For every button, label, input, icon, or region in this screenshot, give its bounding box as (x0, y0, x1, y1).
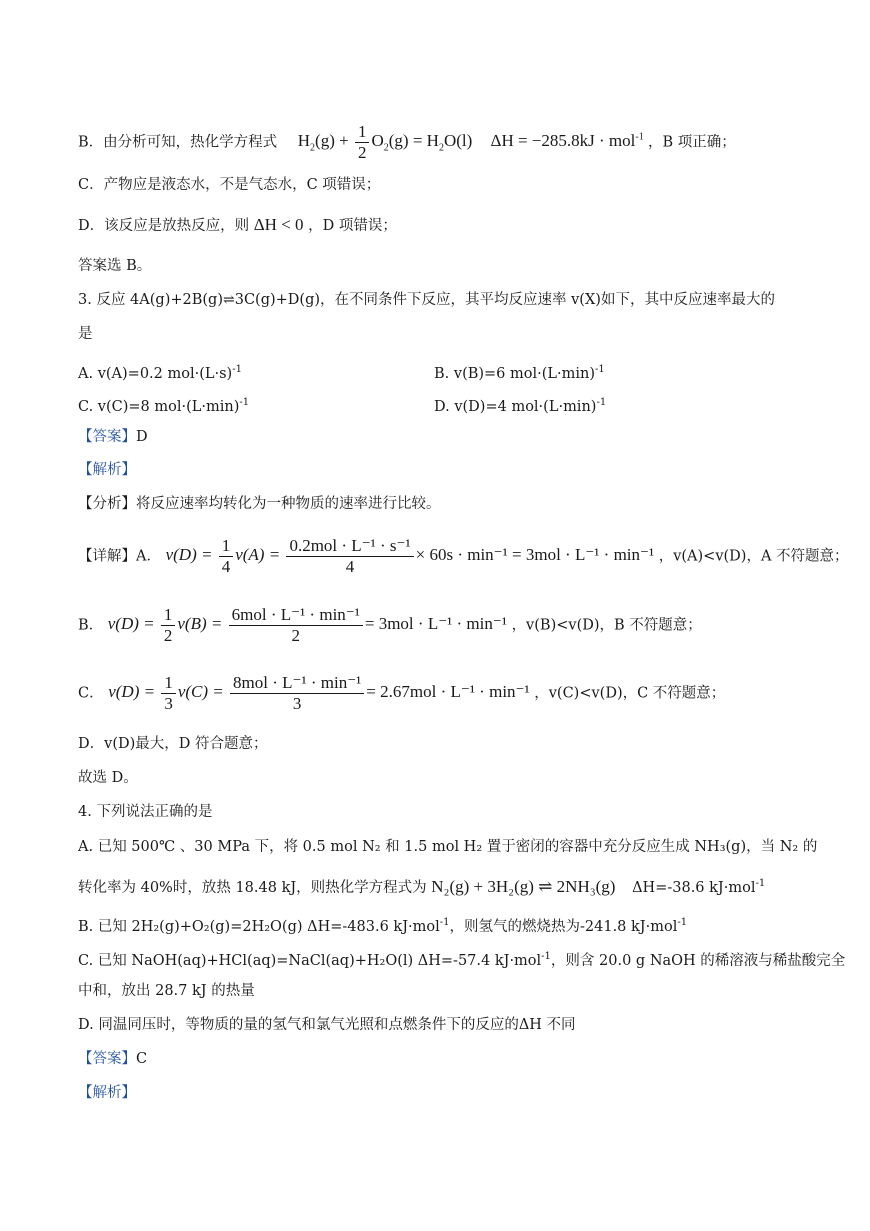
q2-option-b-prefix: B．由分析可知，热化学方程式 (78, 134, 278, 151)
q3-answer: 【答案】D (78, 429, 148, 445)
q2-option-d-line: D．该反应是放热反应，则 ΔH < 0 ，D 项错误； (78, 215, 397, 234)
q2-option-b-line (78, 122, 736, 163)
q4-option-a-line-2: 转化率为 40%时，放热 18.48 kJ，则热化学方程式为 N₂(g) + 3H₂(g) ⇌ 2NH₃(g) ΔH=-38.6 kJ·mol$^{-1}$ (78, 876, 766, 896)
q3-option-c: C. v(C)=8 $mol\cdot(L\cdot\min)^{-1}$ (78, 397, 250, 415)
q2-answer: 答案选 B。 (78, 258, 152, 274)
q4-option-d: D. 同温同压时，等物质的量的氢气和氯气光照和点燃条件下的反应的ΔH 不同 (78, 1017, 576, 1033)
q4-stem: 4. 下列说法正确的是 (78, 804, 213, 820)
q3-option-d: D. v(D)=4 $mol\cdot(L\cdot\min)^{-1}$ (434, 397, 607, 415)
q4-analysis-tag: 【解析】 (78, 1085, 136, 1101)
q3-option-b: B. v(B)=6 $mol\cdot(L\cdot\min)^{-1}$ (434, 364, 605, 382)
q3-analysis-tag: 【解析】 (78, 462, 136, 478)
q4-option-c-line-1: C. 已知 NaOH(aq)+HCl(aq)=NaCl(aq)+H₂O(l) ΔH=-57.4 kJ·mol$^{-1}$，则含 20.0 g NaOH 的稀溶液与稀盐酸完全 (78, 951, 846, 969)
q2-half-fraction: $\frac{1}{2}$ (355, 122, 370, 163)
answer-tag: 【答案】 (78, 429, 136, 445)
q3-fenxi: 【分析】将反应速率均转化为一种物质的速率进行比较。 (78, 496, 441, 512)
q4-option-a-line-1: A. 已知 500℃ 、30 MPa 下，将 0.5 mol N₂ 和 1.5 mol H₂ 置于密闭的容器中充分反应生成 NH₃(g)，当 N₂ 的 (78, 839, 818, 855)
equilibrium-arrow-icon: ⇌ (222, 292, 235, 308)
q3-detail-c: C． v(D) = $\frac{1}{3}$ v(C) = $\frac{\text{8mol · L⁻¹ · min⁻¹}}{3}$ = 2.67mol · L⁻¹ · min⁻¹ ，v(C)<v(D)，C 不符题意； (78, 673, 726, 713)
q2-option-b-equation: $H_2(g)$ + $\frac{1}{2}$ $O_2(g) = H_2O(l) \Delta H = -285.8kJ \cdot mol^{-1}$ (297, 122, 644, 162)
q3-detail-d: D．v(D)最大，D 符合题意； (78, 736, 268, 752)
q2-delta-h-inequality: ΔH < 0 (253, 215, 304, 234)
q4-option-b: B. 已知 2H₂(g)+O₂(g)=2H₂O(g) ΔH=-483.6 kJ·mol$^{-1}$，则氢气的燃烧热为-241.8 kJ·mol$^{-1}$ (78, 917, 688, 935)
q4-option-c-line-2: 中和，放出 28.7 kJ 的热量 (78, 983, 255, 999)
q2-option-b-suffix: ，B 项正确； (647, 134, 736, 151)
q3-detail-b: B． v(D) = $\frac{1}{2}$ v(B) = $\frac{\text{6mol · L⁻¹ · min⁻¹}}{2}$ = 3mol · L⁻¹ · min⁻¹ ，v(B)<v(D)，B 不符题意； (78, 605, 702, 645)
q3-detail-a: 【详解】A． v(D) = $\frac{1}{4}$ v(A) = $\frac{\text{0.2mol · L⁻¹ · s⁻¹}}{4}$ × 60s · min⁻¹ = 3mol · L⁻¹ · min⁻¹ ，v(A)<v(D)，A 不符题意； (78, 536, 849, 576)
q2-option-c-line: C．产物应是液态水，不是气态水，C 项错误； (78, 177, 381, 193)
q4-ammonia-equation: N₂(g) + 3H₂(g) ⇌ 2NH₃(g) (431, 876, 616, 896)
q3-stem-line-1: 3. 反应 4A(g)+2B(g)⇌3C(g)+D(g)，在不同条件下反应，其平均反应速率 v(X)如下，其中反应速率最大的 (78, 292, 775, 308)
q3-final: 故选 D。 (78, 770, 138, 786)
q4-answer: 【答案】C (78, 1051, 148, 1067)
q3-stem-line-2: 是 (78, 326, 93, 342)
q3-option-a: A. v(A)=0.2 $mol\cdot(L\cdot s)^{-1}$ (78, 364, 242, 382)
